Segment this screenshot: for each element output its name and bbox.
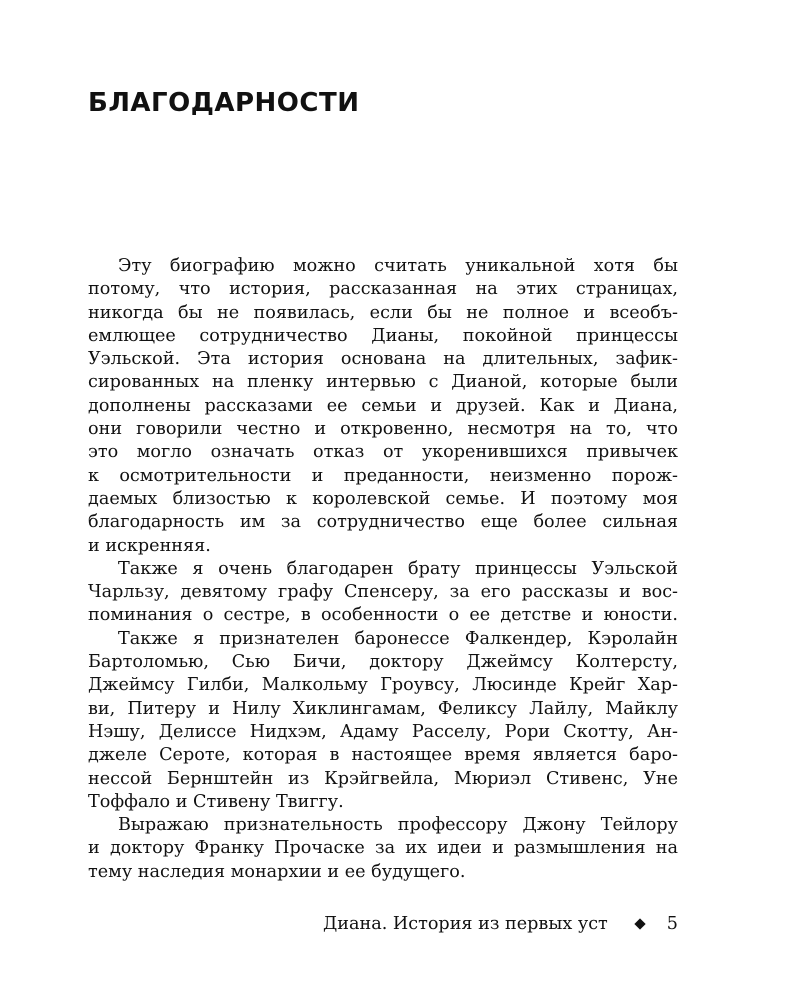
text-line: поминания о сестре, в особенности о ее детстве и юности. [88, 605, 678, 626]
text-line: ви, Питеру и Нилу Хиклингамам, Феликсу Лайлу, Майклу [88, 698, 678, 719]
paragraph-3 [88, 628, 678, 814]
text-line: Выражаю признательность профессору Джону Тейлору [118, 815, 678, 836]
text-line: благодарность им за сотрудничество еще более сильная [88, 512, 678, 533]
text-line: они говорили честно и откровенно, несмотря на то, что [88, 419, 678, 440]
text-line: нессой Бернштейн из Крэйгвейла, Мюриэл Стивенс, Уне [88, 768, 678, 789]
page-title: БЛАГОДАРНОСТИ [88, 88, 360, 118]
text-line: тему наследия монархии и ее будущего. [88, 861, 466, 882]
text-line: никогда бы не появилась, если бы не полное и всеобъ- [88, 302, 678, 323]
text-line: сированных на пленку интервью с Дианой, которые были [88, 372, 678, 393]
paragraph-1 [88, 255, 678, 558]
text-line: Уэльской. Эта история основана на длительных, зафик- [88, 349, 678, 370]
paragraph-4 [88, 814, 678, 884]
page-number: 5 [666, 914, 678, 934]
text-line: к осмотрительности и преданности, неизменно порож- [88, 465, 678, 486]
text-line: Также я признателен баронессе Фалкендер, Кэролайн [118, 628, 678, 649]
text-line: Эту биографию можно считать уникальной хотя бы [118, 256, 678, 276]
text-line: потому, что история, рассказанная на этих страницах, [88, 279, 678, 300]
diamond-icon [634, 918, 645, 929]
paragraph-2 [88, 558, 678, 628]
page-footer [88, 911, 678, 937]
text-line: Нэшу, Делиссе Нидхэм, Адаму Расселу, Рори Скотту, Ан- [88, 721, 678, 742]
running-title: Диана. История из первых уст [322, 914, 608, 934]
text-line: Также я очень благодарен брату принцессы Уэльской [118, 558, 678, 579]
body-text [88, 255, 678, 884]
text-line: Джеймсу Гилби, Малкольму Гроувсу, Люсинде Крейг Хар- [88, 675, 678, 696]
text-line: джеле Сероте, которая в настоящее время является баро- [88, 745, 678, 766]
text-line: даемых близостью к королевской семье. И поэтому моя [88, 488, 678, 509]
text-line: Чарльзу, девятому графу Спенсеру, за его рассказы и вос- [88, 582, 678, 603]
text-line: и доктору Франку Прочаске за их идеи и размышления на [88, 838, 678, 859]
text-line: Бартоломью, Сью Бичи, доктору Джеймсу Колтерсту, [88, 652, 678, 673]
text-line: и искренняя. [88, 535, 211, 556]
text-line: дополнены рассказами ее семьи и друзей. Как и Диана, [88, 395, 678, 416]
text-line: Тоффало и Стивену Твиггу. [88, 791, 344, 812]
text-line: емлющее сотрудничество Дианы, покойной принцессы [88, 325, 678, 346]
text-line: это могло означать отказ от укоренившихся привычек [88, 442, 678, 463]
